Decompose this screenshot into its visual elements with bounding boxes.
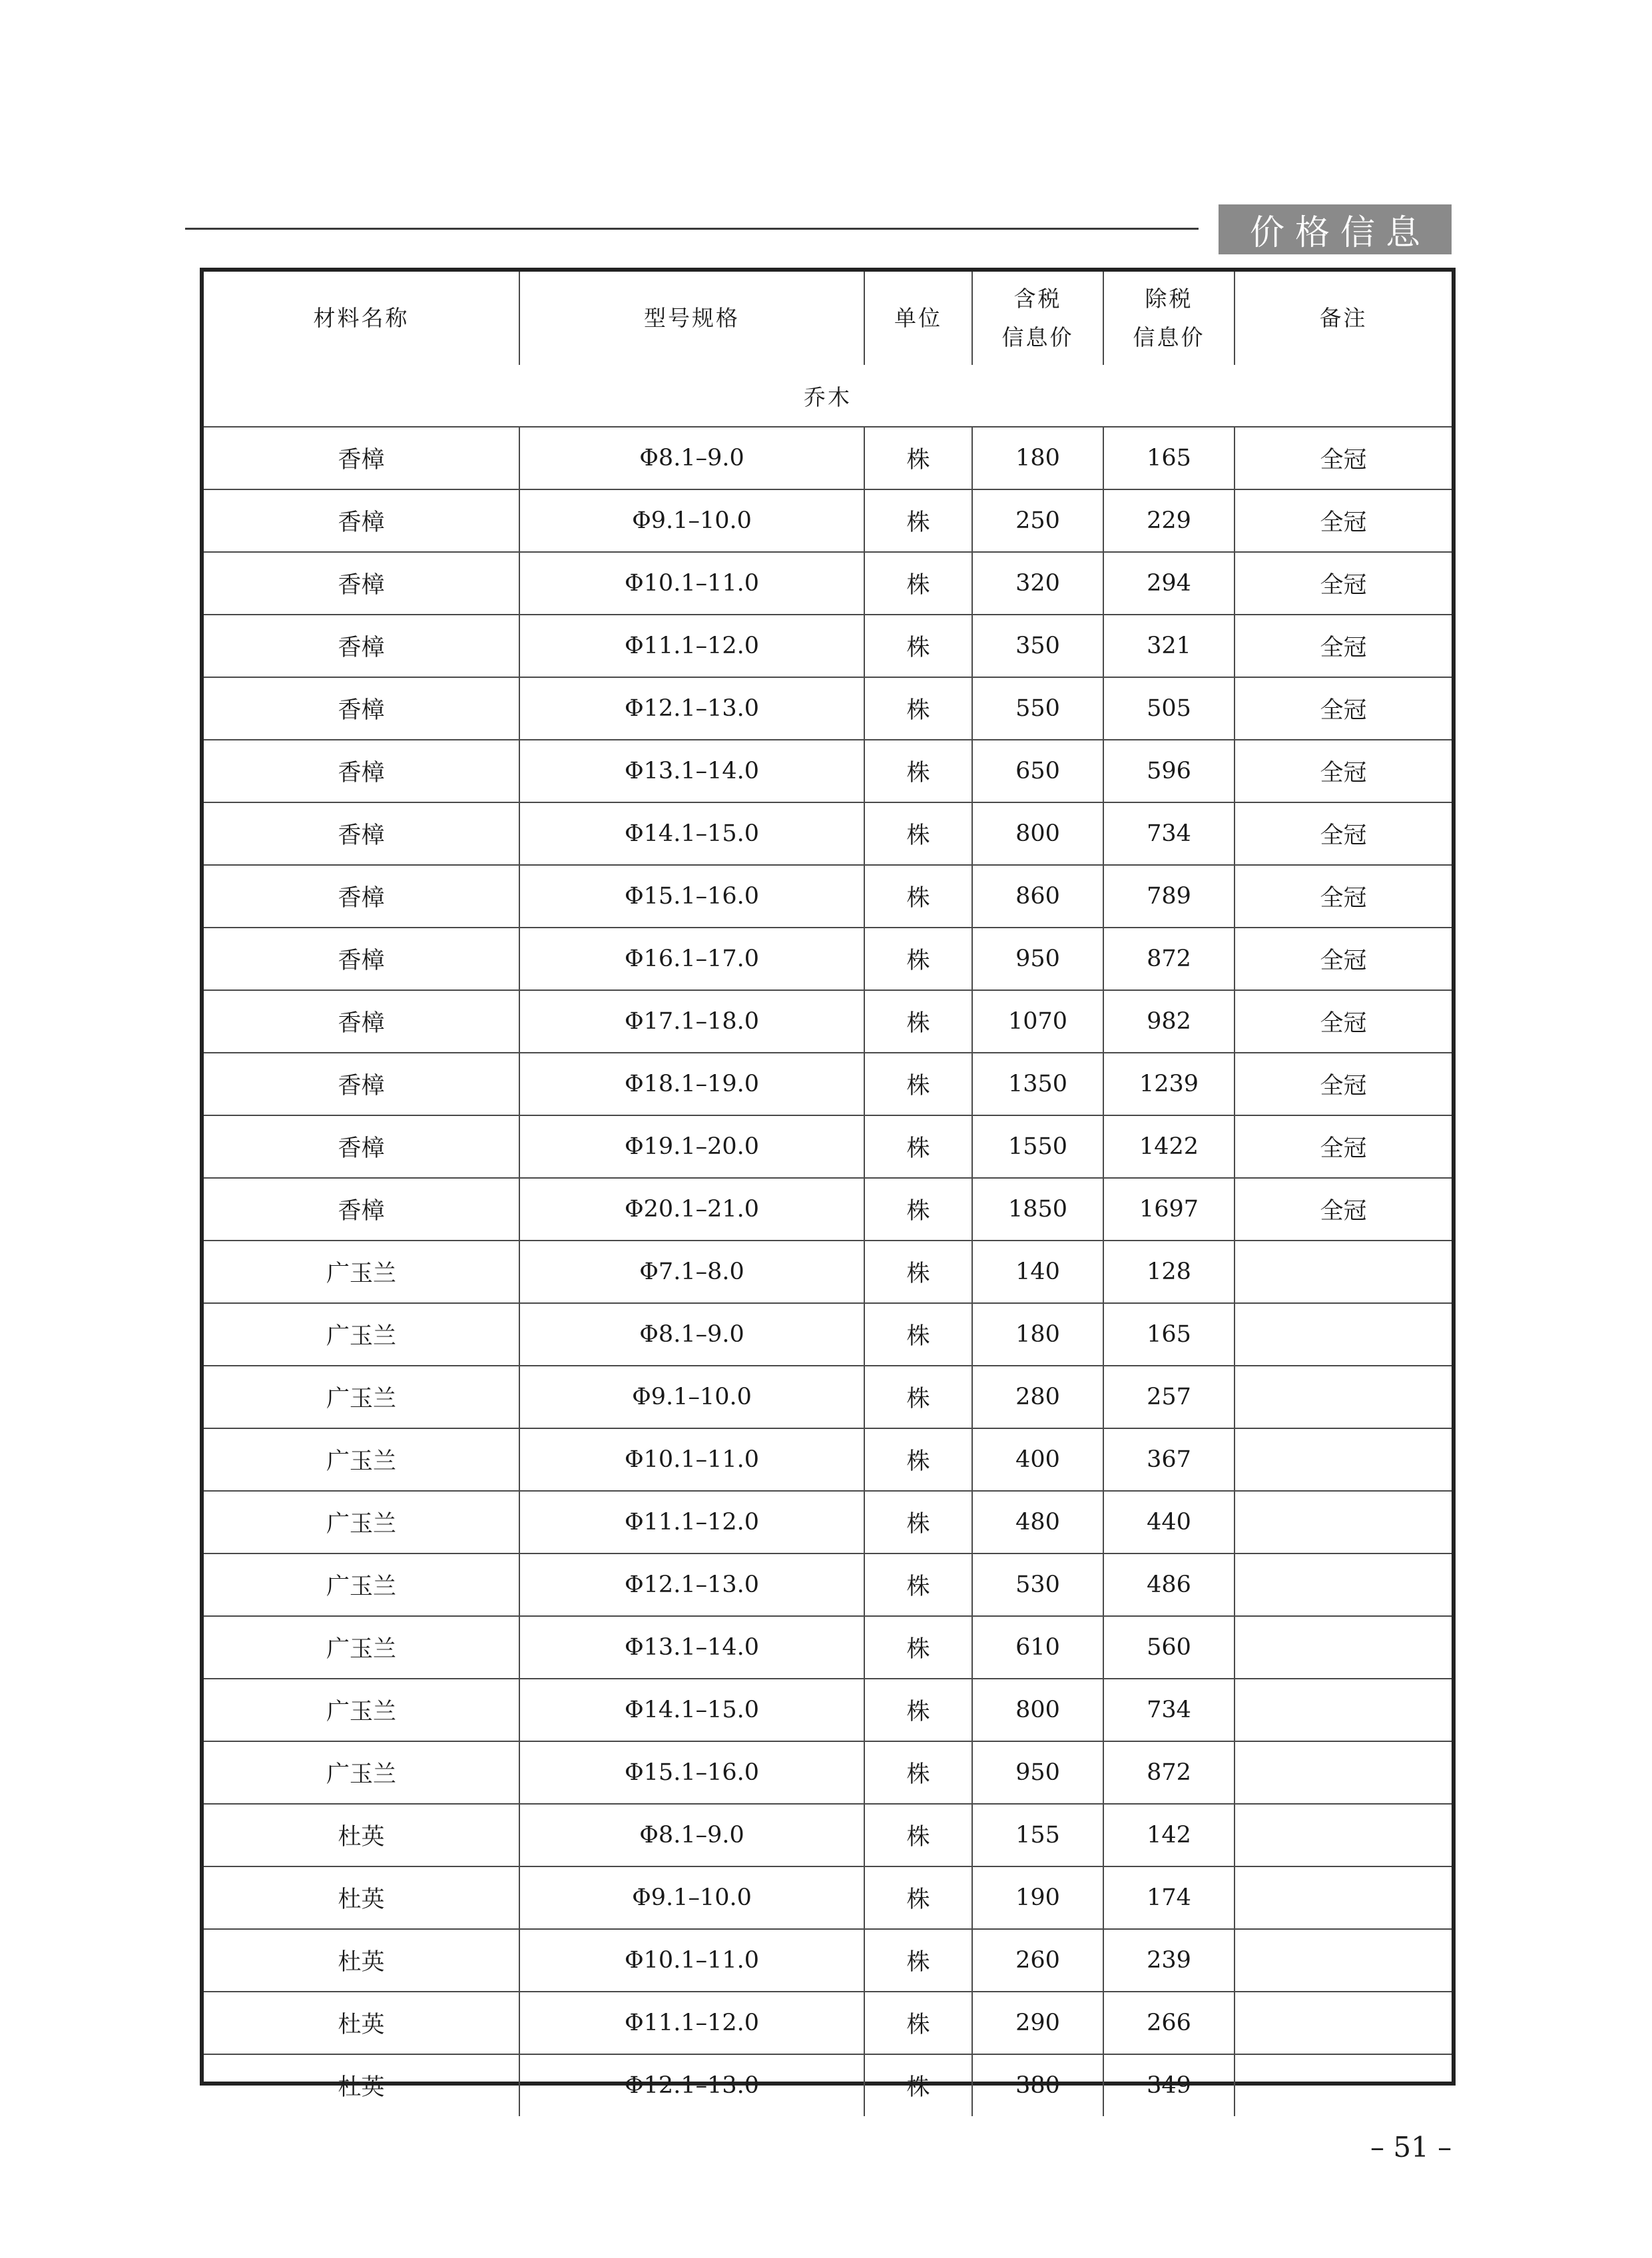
cell-unit: 株 (864, 615, 972, 677)
cell-tax-price: 190 (972, 1866, 1103, 1929)
cell-tax-price: 1070 (972, 990, 1103, 1053)
cell-notax-price: 1697 (1103, 1178, 1235, 1241)
cell-note (1235, 1679, 1452, 1741)
cell-note: 全冠 (1235, 427, 1452, 489)
table-row (204, 1366, 1452, 1428)
cell-unit: 株 (864, 1053, 972, 1115)
cell-note: 全冠 (1235, 1053, 1452, 1115)
cell-spec: Φ15.1–16.0 (519, 1741, 864, 1804)
cell-unit: 株 (864, 1804, 972, 1866)
cell-tax-price: 180 (972, 1303, 1103, 1366)
cell-spec: Φ9.1–10.0 (519, 1366, 864, 1428)
cell-notax-price: 142 (1103, 1804, 1235, 1866)
table-row (204, 740, 1452, 802)
cell-name: 香樟 (204, 677, 519, 740)
cell-notax-price: 294 (1103, 552, 1235, 615)
cell-tax-price: 260 (972, 1929, 1103, 1992)
cell-notax-price: 229 (1103, 489, 1235, 552)
col-header-tax-price-line1: 含税 (1013, 286, 1062, 312)
cell-unit: 株 (864, 1178, 972, 1241)
cell-spec: Φ17.1–18.0 (519, 990, 864, 1053)
cell-name: 杜英 (204, 1804, 519, 1866)
cell-note (1235, 1866, 1452, 1929)
col-header-spec: 型号规格 (519, 272, 864, 365)
cell-notax-price: 872 (1103, 928, 1235, 990)
cell-unit: 株 (864, 1866, 972, 1929)
cell-note (1235, 1241, 1452, 1303)
table-row (204, 1804, 1452, 1866)
cell-tax-price: 530 (972, 1553, 1103, 1616)
cell-note (1235, 1616, 1452, 1679)
cell-spec: Φ12.1–13.0 (519, 1553, 864, 1616)
cell-unit: 株 (864, 1741, 972, 1804)
cell-tax-price: 860 (972, 865, 1103, 928)
table-header-row (204, 272, 1452, 365)
cell-name: 香樟 (204, 489, 519, 552)
cell-notax-price: 596 (1103, 740, 1235, 802)
cell-spec: Φ16.1–17.0 (519, 928, 864, 990)
cell-notax-price: 486 (1103, 1553, 1235, 1616)
cell-note: 全冠 (1235, 1115, 1452, 1178)
col-header-note: 备注 (1235, 272, 1452, 365)
table-row (204, 1929, 1452, 1992)
cell-note: 全冠 (1235, 990, 1452, 1053)
table-row (204, 1866, 1452, 1929)
cell-unit: 株 (864, 1679, 972, 1741)
cell-spec: Φ8.1–9.0 (519, 427, 864, 489)
cell-tax-price: 320 (972, 552, 1103, 615)
table-row (204, 1553, 1452, 1616)
cell-tax-price: 155 (972, 1804, 1103, 1866)
cell-tax-price: 400 (972, 1428, 1103, 1491)
table-row (204, 802, 1452, 865)
cell-spec: Φ10.1–11.0 (519, 552, 864, 615)
table-row (204, 1178, 1452, 1241)
cell-name: 广玉兰 (204, 1241, 519, 1303)
table-row (204, 1053, 1452, 1115)
cell-unit: 株 (864, 2054, 972, 2116)
cell-note (1235, 1929, 1452, 1992)
cell-unit: 株 (864, 427, 972, 489)
col-header-tax-price (972, 272, 1103, 365)
cell-note (1235, 1804, 1452, 1866)
cell-name: 香樟 (204, 802, 519, 865)
cell-name: 香樟 (204, 1053, 519, 1115)
table-section-row (204, 365, 1452, 427)
cell-spec: Φ11.1–12.0 (519, 1992, 864, 2054)
cell-tax-price: 380 (972, 2054, 1103, 2116)
col-header-unit: 单位 (864, 272, 972, 365)
cell-spec: Φ12.1–13.0 (519, 2054, 864, 2116)
table-row (204, 865, 1452, 928)
cell-tax-price: 180 (972, 427, 1103, 489)
cell-tax-price: 350 (972, 615, 1103, 677)
cell-name: 香樟 (204, 552, 519, 615)
cell-note (1235, 1303, 1452, 1366)
cell-name: 香樟 (204, 990, 519, 1053)
cell-note (1235, 2054, 1452, 2116)
col-header-notax-price (1103, 272, 1235, 365)
cell-unit: 株 (864, 677, 972, 740)
table-row (204, 1241, 1452, 1303)
cell-unit: 株 (864, 1992, 972, 2054)
cell-unit: 株 (864, 740, 972, 802)
cell-notax-price: 321 (1103, 615, 1235, 677)
table-row (204, 489, 1452, 552)
cell-unit: 株 (864, 552, 972, 615)
cell-spec: Φ20.1–21.0 (519, 1178, 864, 1241)
section-header-tag: 价格信息 (1219, 204, 1452, 254)
table-row (204, 1616, 1452, 1679)
cell-unit: 株 (864, 990, 972, 1053)
table-row (204, 552, 1452, 615)
cell-notax-price: 367 (1103, 1428, 1235, 1491)
cell-note (1235, 1553, 1452, 1616)
cell-tax-price: 1550 (972, 1115, 1103, 1178)
cell-tax-price: 480 (972, 1491, 1103, 1553)
table-row (204, 1741, 1452, 1804)
table-row (204, 928, 1452, 990)
cell-note: 全冠 (1235, 928, 1452, 990)
cell-name: 广玉兰 (204, 1303, 519, 1366)
cell-name: 香樟 (204, 1178, 519, 1241)
cell-spec: Φ8.1–9.0 (519, 1303, 864, 1366)
cell-name: 广玉兰 (204, 1366, 519, 1428)
cell-name: 杜英 (204, 1992, 519, 2054)
cell-notax-price: 165 (1103, 427, 1235, 489)
table-row (204, 1992, 1452, 2054)
cell-spec: Φ10.1–11.0 (519, 1428, 864, 1491)
cell-note: 全冠 (1235, 615, 1452, 677)
col-header-name: 材料名称 (204, 272, 519, 365)
table-row (204, 615, 1452, 677)
cell-name: 香樟 (204, 740, 519, 802)
cell-unit: 株 (864, 1303, 972, 1366)
cell-unit: 株 (864, 1241, 972, 1303)
cell-notax-price: 165 (1103, 1303, 1235, 1366)
cell-spec: Φ19.1–20.0 (519, 1115, 864, 1178)
cell-notax-price: 257 (1103, 1366, 1235, 1428)
table-row (204, 1303, 1452, 1366)
cell-tax-price: 800 (972, 1679, 1103, 1741)
table-row (204, 1115, 1452, 1178)
cell-name: 香樟 (204, 1115, 519, 1178)
cell-unit: 株 (864, 1553, 972, 1616)
cell-spec: Φ14.1–15.0 (519, 1679, 864, 1741)
cell-notax-price: 734 (1103, 802, 1235, 865)
cell-note (1235, 1741, 1452, 1804)
cell-unit: 株 (864, 928, 972, 990)
page-number: – 51 – (1370, 2131, 1452, 2163)
cell-name: 广玉兰 (204, 1491, 519, 1553)
cell-note: 全冠 (1235, 1178, 1452, 1241)
cell-name: 香樟 (204, 865, 519, 928)
price-table (200, 268, 1456, 2101)
table-row (204, 990, 1452, 1053)
table-row (204, 1679, 1452, 1741)
cell-tax-price: 650 (972, 740, 1103, 802)
cell-notax-price: 266 (1103, 1992, 1235, 2054)
cell-notax-price: 560 (1103, 1616, 1235, 1679)
cell-notax-price: 128 (1103, 1241, 1235, 1303)
cell-tax-price: 610 (972, 1616, 1103, 1679)
cell-note: 全冠 (1235, 677, 1452, 740)
cell-tax-price: 950 (972, 928, 1103, 990)
cell-name: 广玉兰 (204, 1616, 519, 1679)
cell-note: 全冠 (1235, 552, 1452, 615)
cell-notax-price: 349 (1103, 2054, 1235, 2116)
cell-spec: Φ13.1–14.0 (519, 1616, 864, 1679)
cell-name: 杜英 (204, 1866, 519, 1929)
cell-notax-price: 239 (1103, 1929, 1235, 1992)
table-row (204, 427, 1452, 489)
cell-unit: 株 (864, 489, 972, 552)
cell-unit: 株 (864, 1115, 972, 1178)
cell-tax-price: 1850 (972, 1178, 1103, 1241)
cell-notax-price: 1422 (1103, 1115, 1235, 1178)
cell-unit: 株 (864, 1491, 972, 1553)
header-rule (185, 228, 1199, 230)
cell-spec: Φ10.1–11.0 (519, 1929, 864, 1992)
table-row (204, 2054, 1452, 2116)
col-header-notax-price-line1: 除税 (1145, 286, 1193, 312)
cell-unit: 株 (864, 1929, 972, 1992)
cell-notax-price: 789 (1103, 865, 1235, 928)
table-row (204, 1428, 1452, 1491)
cell-notax-price: 174 (1103, 1866, 1235, 1929)
col-header-notax-price-line2: 信息价 (1133, 324, 1205, 350)
cell-name: 香樟 (204, 615, 519, 677)
cell-note: 全冠 (1235, 740, 1452, 802)
cell-name: 杜英 (204, 1929, 519, 1992)
cell-tax-price: 290 (972, 1992, 1103, 2054)
cell-note: 全冠 (1235, 865, 1452, 928)
cell-notax-price: 440 (1103, 1491, 1235, 1553)
cell-spec: Φ18.1–19.0 (519, 1053, 864, 1115)
cell-tax-price: 140 (972, 1241, 1103, 1303)
cell-spec: Φ11.1–12.0 (519, 615, 864, 677)
cell-note (1235, 1428, 1452, 1491)
cell-tax-price: 1350 (972, 1053, 1103, 1115)
cell-spec: Φ9.1–10.0 (519, 1866, 864, 1929)
cell-name: 广玉兰 (204, 1741, 519, 1804)
cell-spec: Φ15.1–16.0 (519, 865, 864, 928)
cell-spec: Φ11.1–12.0 (519, 1491, 864, 1553)
cell-spec: Φ13.1–14.0 (519, 740, 864, 802)
cell-spec: Φ8.1–9.0 (519, 1804, 864, 1866)
cell-spec: Φ14.1–15.0 (519, 802, 864, 865)
cell-note (1235, 1366, 1452, 1428)
cell-name: 广玉兰 (204, 1679, 519, 1741)
cell-note: 全冠 (1235, 489, 1452, 552)
cell-spec: Φ9.1–10.0 (519, 489, 864, 552)
cell-note: 全冠 (1235, 802, 1452, 865)
cell-name: 香樟 (204, 427, 519, 489)
cell-note (1235, 1491, 1452, 1553)
cell-name: 广玉兰 (204, 1428, 519, 1491)
cell-name: 广玉兰 (204, 1553, 519, 1616)
col-header-tax-price-line2: 信息价 (1001, 324, 1074, 350)
cell-spec: Φ7.1–8.0 (519, 1241, 864, 1303)
cell-unit: 株 (864, 1366, 972, 1428)
cell-tax-price: 250 (972, 489, 1103, 552)
section-title: 乔木 (204, 365, 1452, 427)
cell-unit: 株 (864, 1616, 972, 1679)
cell-unit: 株 (864, 865, 972, 928)
cell-spec: Φ12.1–13.0 (519, 677, 864, 740)
cell-notax-price: 1239 (1103, 1053, 1235, 1115)
cell-name: 杜英 (204, 2054, 519, 2116)
cell-tax-price: 950 (972, 1741, 1103, 1804)
table-row (204, 1491, 1452, 1553)
cell-notax-price: 872 (1103, 1741, 1235, 1804)
cell-name: 香樟 (204, 928, 519, 990)
cell-tax-price: 550 (972, 677, 1103, 740)
cell-notax-price: 505 (1103, 677, 1235, 740)
table-row (204, 677, 1452, 740)
cell-unit: 株 (864, 802, 972, 865)
cell-unit: 株 (864, 1428, 972, 1491)
cell-notax-price: 982 (1103, 990, 1235, 1053)
cell-notax-price: 734 (1103, 1679, 1235, 1741)
cell-tax-price: 280 (972, 1366, 1103, 1428)
cell-note (1235, 1992, 1452, 2054)
cell-tax-price: 800 (972, 802, 1103, 865)
